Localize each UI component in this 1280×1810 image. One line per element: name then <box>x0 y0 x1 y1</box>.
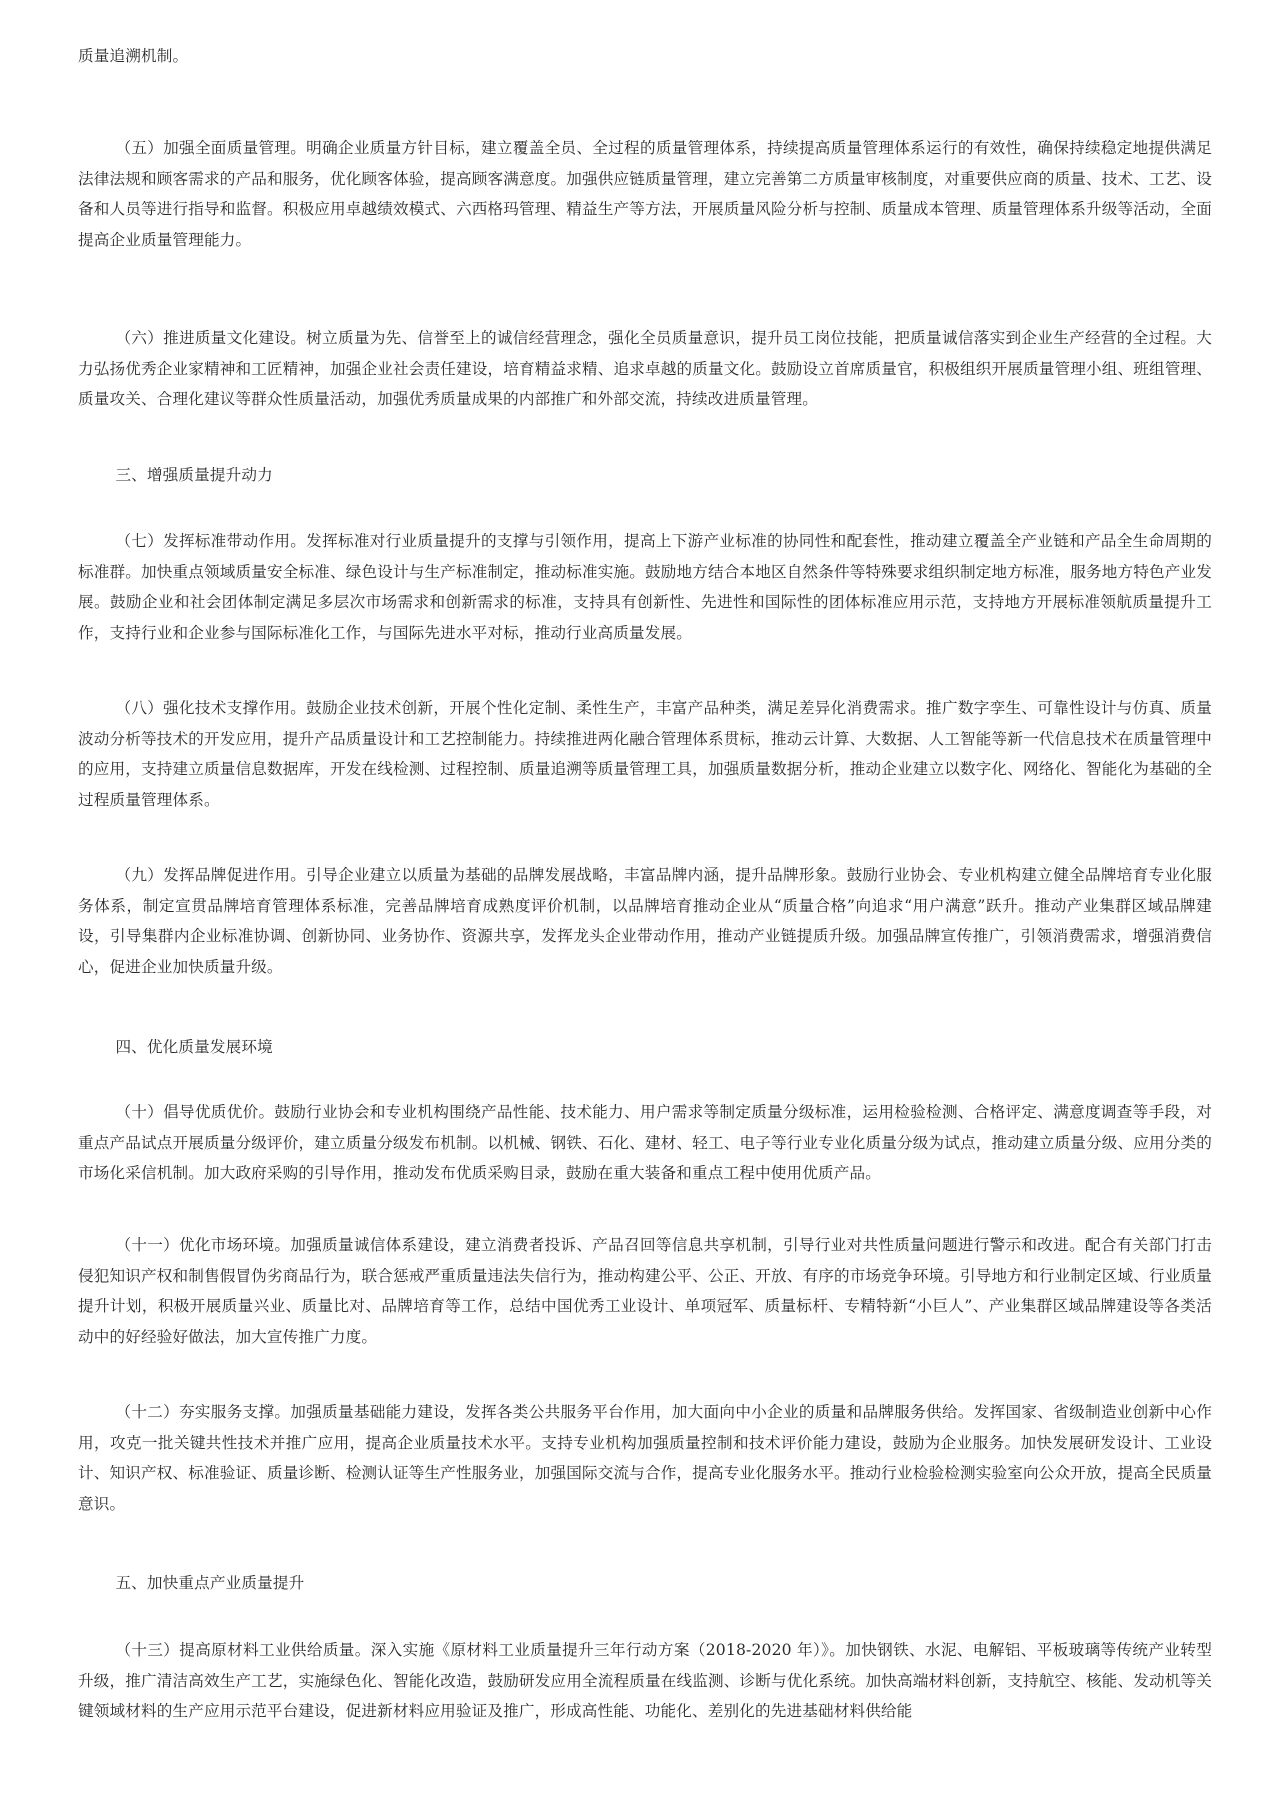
section-heading-4: 四、优化质量发展环境 <box>115 1038 273 1056</box>
paragraph-continuation: 质量追溯机制。 <box>78 47 189 65</box>
paragraph-item-5: （五）加强全面质量管理。明确企业质量方针目标，建立覆盖全员、全过程的质量管理体系，持续提高质量管理体系运行的有效性，确保持续稳定地提供满足法律法规和顾客需求的产品和服务，优化顾客体验，提高顾客满意度。加强供应链质量管理，建立完善第二方质量审核制度，对重要供应商的质量、技术、工艺、设备和人员等进行指导和监督。积极应用卓越绩效模式、六西格玛管理、精益生产等方法，开展质量风险分析与控制、质量成本管理、质量管理体系升级等活动，全面提高企业质量管理能力。 <box>78 139 1212 249</box>
paragraph-item-12: （十二）夯实服务支撑。加强质量基础能力建设，发挥各类公共服务平台作用，加大面向中小企业的质量和品牌服务供给。发挥国家、省级制造业创新中心作用，攻克一批关键共性技术并推广应用，提高企业质量技术水平。支持专业机构加强质量控制和技术评价能力建设，鼓励为企业服务。加快发展研发设计、工业设计、知识产权、标准验证、质量诊断、检测认证等生产性服务业，加强国际交流与合作，提高专业化服务水平。推动行业检验检测实验室向公众开放，提高全民质量意识。 <box>78 1403 1212 1513</box>
section-heading-3: 三、增强质量提升动力 <box>115 466 273 484</box>
paragraph-item-11: （十一）优化市场环境。加强质量诚信体系建设，建立消费者投诉、产品召回等信息共享机制，引导行业对共性质量问题进行警示和改进。配合有关部门打击侵犯知识产权和制售假冒伪劣商品行为，联合惩戒严重质量违法失信行为，推动构建公平、公正、开放、有序的市场竞争环境。引导地方和行业制定区域、行业质量提升计划，积极开展质量兴业、质量比对、品牌培育等工作，总结中国优秀工业设计、单项冠军、质量标杆、专精特新“小巨人”、产业集群区域品牌建设等各类活动中的好经验好做法，加大宣传推广力度。 <box>78 1236 1212 1346</box>
paragraph-item-10: （十）倡导优质优价。鼓励行业协会和专业机构围绕产品性能、技术能力、用户需求等制定质量分级标准，运用检验检测、合格评定、满意度调查等手段，对重点产品试点开展质量分级评价，建立质量分级发布机制。以机械、钢铁、石化、建材、轻工、电子等行业专业化质量分级为试点，推动建立质量分级、应用分类的市场化采信机制。加大政府采购的引导作用，推动发布优质采购目录，鼓励在重大装备和重点工程中使用优质产品。 <box>78 1103 1212 1182</box>
section-heading-5: 五、加快重点产业质量提升 <box>115 1574 305 1592</box>
paragraph-item-7: （七）发挥标准带动作用。发挥标准对行业质量提升的支撑与引领作用，提高上下游产业标准的协同性和配套性，推动建立覆盖全产业链和产品全生命周期的标准群。加快重点领域质量安全标准、绿色设计与生产标准制定，推动标准实施。鼓励地方结合本地区自然条件等特殊要求组织制定地方标准，服务地方特色产业发展。鼓励企业和社会团体制定满足多层次市场需求和创新需求的标准，支持具有创新性、先进性和国际性的团体标准应用示范，支持地方开展标准领航质量提升工作，支持行业和企业参与国际标准化工作，与国际先进水平对标，推动行业高质量发展。 <box>78 532 1212 642</box>
paragraph-item-8: （八）强化技术支撑作用。鼓励企业技术创新，开展个性化定制、柔性生产，丰富产品种类，满足差异化消费需求。推广数字孪生、可靠性设计与仿真、质量波动分析等技术的开发应用，提升产品质量设计和工艺控制能力。持续推进两化融合管理体系贯标，推动云计算、大数据、人工智能等新一代信息技术在质量管理中的应用，支持建立质量信息数据库，开发在线检测、过程控制、质量追溯等质量管理工具，加强质量数据分析，推动企业建立以数字化、网络化、智能化为基础的全过程质量管理体系。 <box>78 699 1212 809</box>
paragraph-item-9: （九）发挥品牌促进作用。引导企业建立以质量为基础的品牌发展战略，丰富品牌内涵，提升品牌形象。鼓励行业协会、专业机构建立健全品牌培育专业化服务体系，制定宣贯品牌培育管理体系标准，完善品牌培育成熟度评价机制，以品牌培育推动企业从“质量合格”向追求“用户满意”跃升。推动产业集群区域品牌建设，引导集群内企业标准协调、创新协同、业务协作、资源共享，发挥龙头企业带动作用，推动产业链提质升级。加强品牌宣传推广，引领消费需求，增强消费信心，促进企业加快质量升级。 <box>78 866 1212 976</box>
paragraph-item-13: （十三）提高原材料工业供给质量。深入实施《原材料工业质量提升三年行动方案（2018-2020 年）》。加快钢铁、水泥、电解铝、平板玻璃等传统产业转型升级，推广清洁高效生产工艺，实施绿色化、智能化改造，鼓励研发应用全流程质量在线监测、诊断与优化系统。加快高端材料创新，支持航空、核能、发动机等关键领域材料的生产应用示范平台建设，促进新材料应用验证及推广，形成高性能、功能化、差别化的先进基础材料供给能 <box>78 1641 1212 1720</box>
paragraph-item-6: （六）推进质量文化建设。树立质量为先、信誉至上的诚信经营理念，强化全员质量意识，提升员工岗位技能，把质量诚信落实到企业生产经营的全过程。大力弘扬优秀企业家精神和工匠精神，加强企业社会责任建设，培育精益求精、追求卓越的质量文化。鼓励设立首席质量官，积极组织开展质量管理小组、班组管理、质量攻关、合理化建议等群众性质量活动，加强优秀质量成果的内部推广和外部交流，持续改进质量管理。 <box>78 329 1212 408</box>
